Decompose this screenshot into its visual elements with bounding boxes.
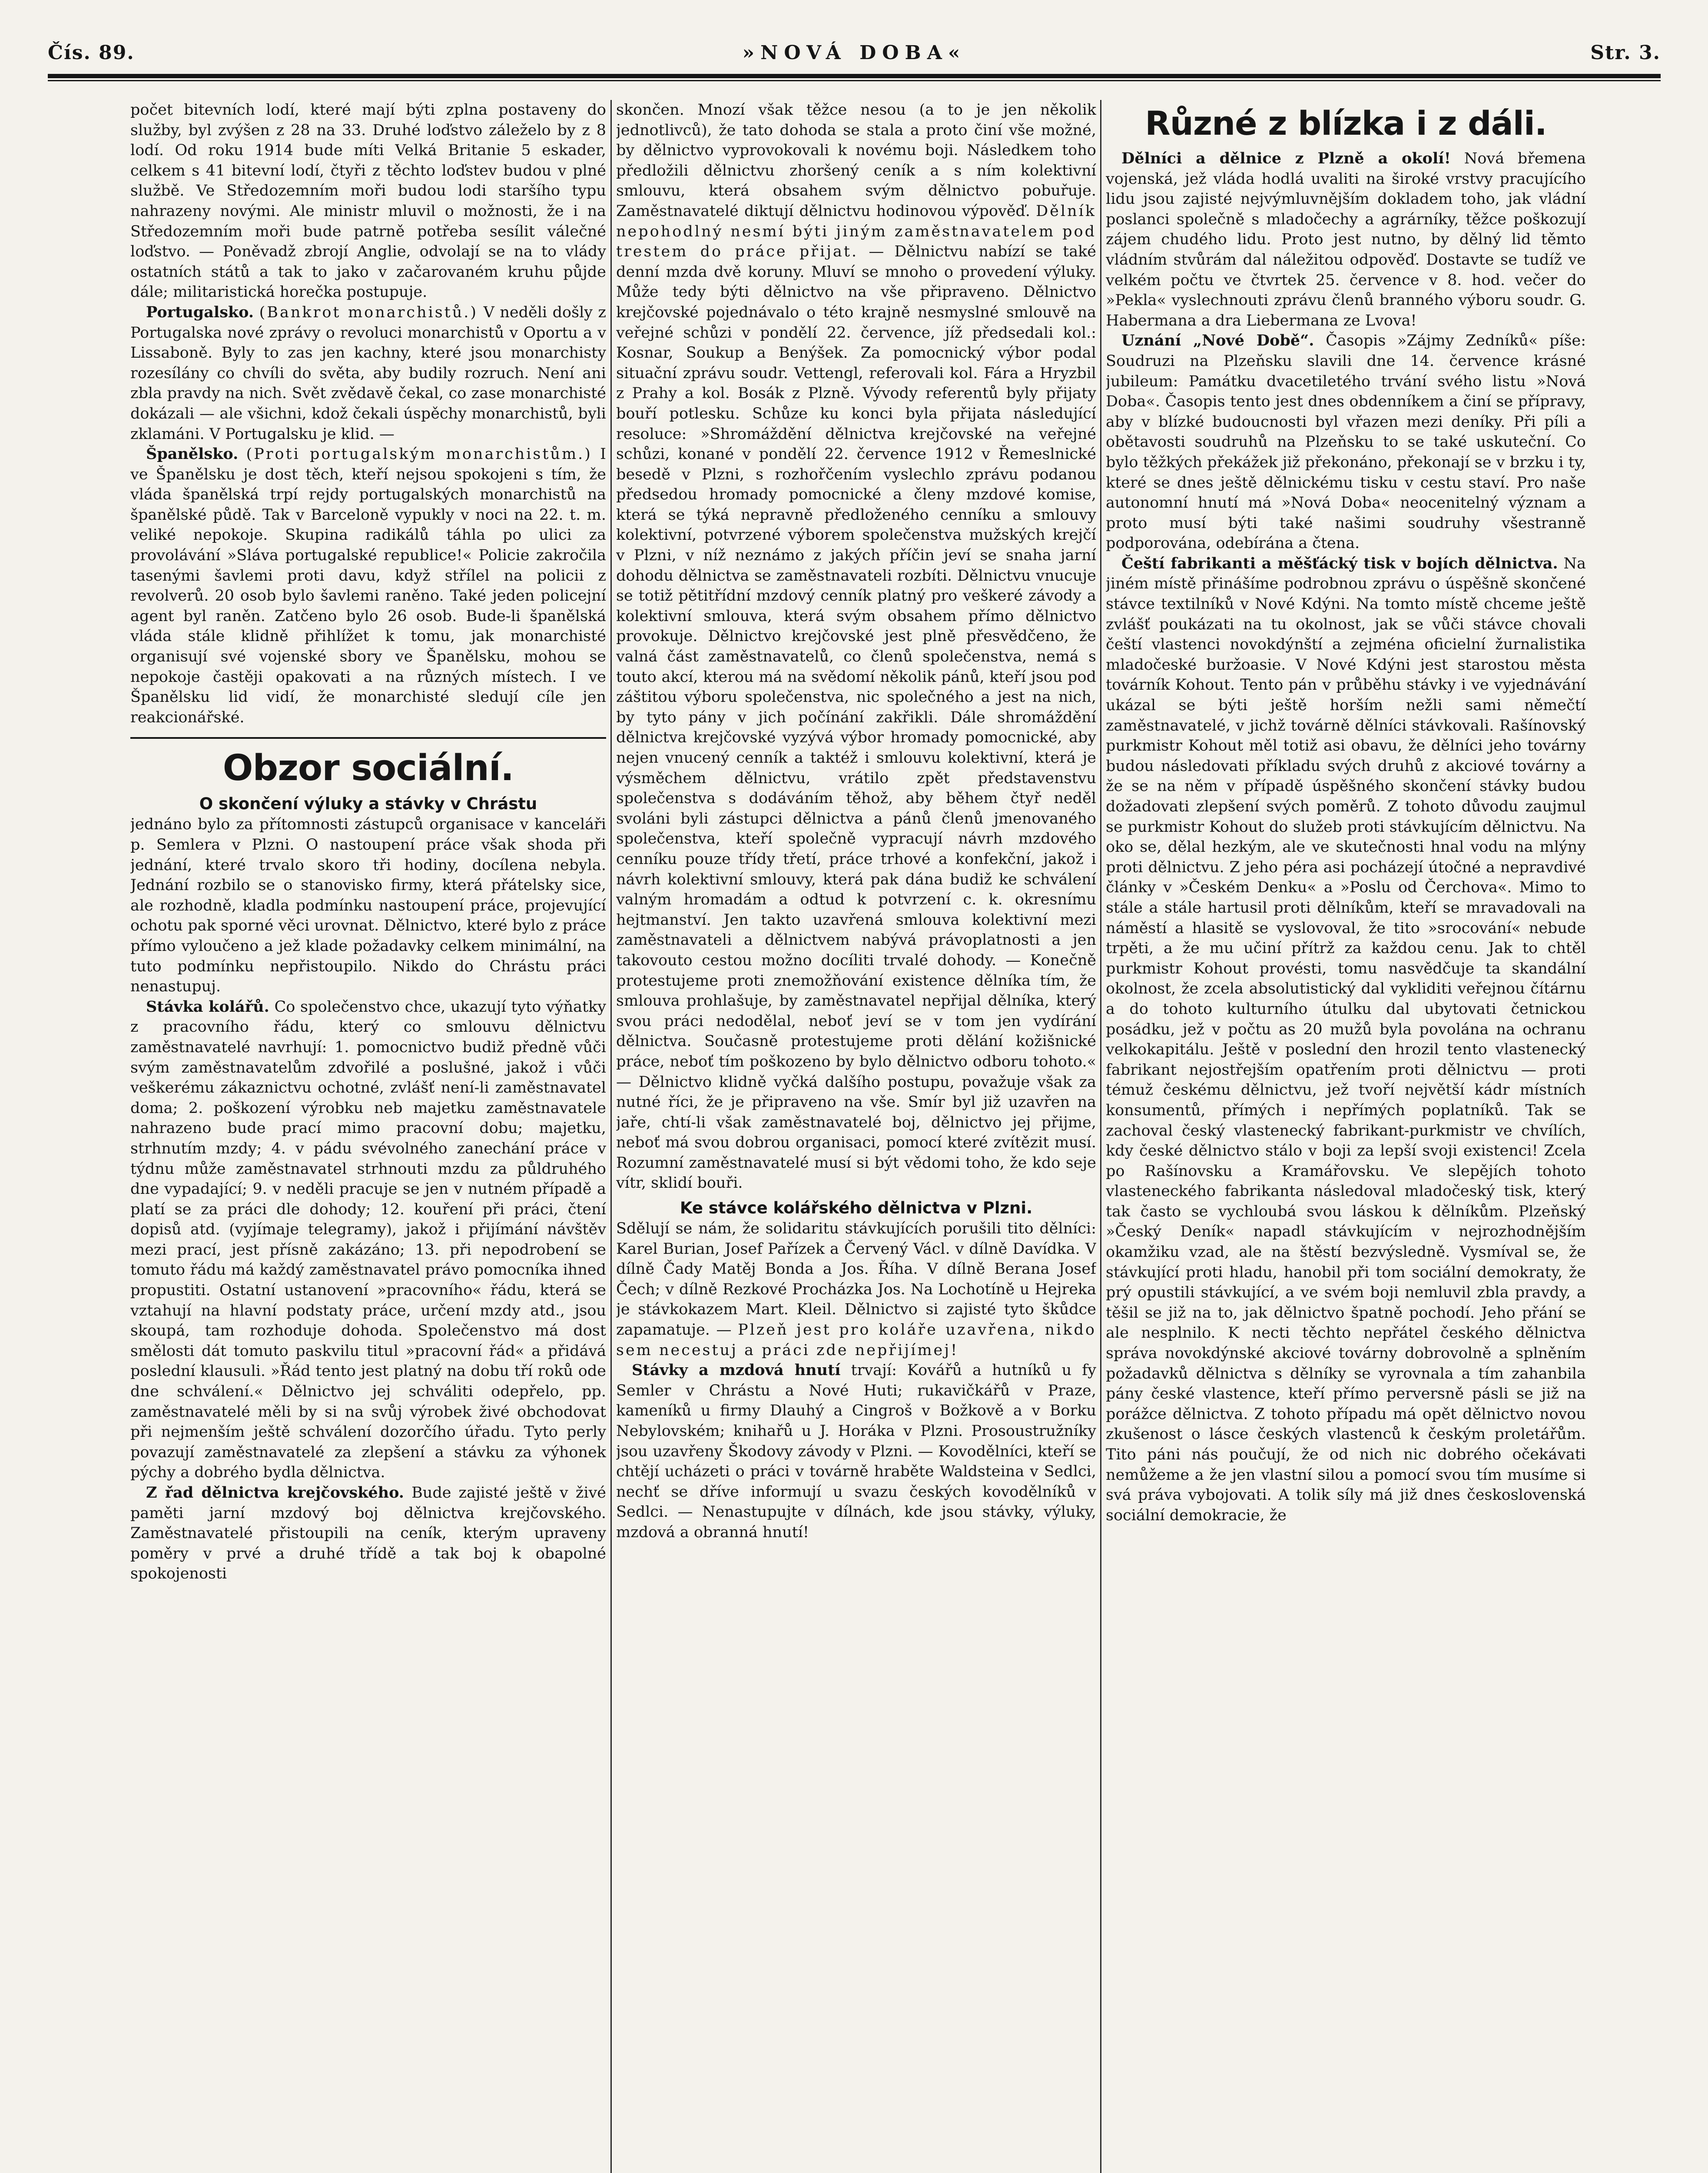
article-lead: Španělsko.: [146, 445, 239, 463]
article-lead: Z řad dělnictva krejčovského.: [146, 1484, 404, 1502]
page-number: Str. 3.: [1590, 42, 1661, 64]
article-lead: Stávky a mzdová hnutí: [632, 1361, 841, 1379]
article-emphasis: Plzeň jest pro koláře uzavřena, nikdo sem necestuj a práci zde nepřijímej!: [616, 1321, 1096, 1359]
article-emphasis: Dělník nepohodlný nesmí býti jiným zaměstnavatelem pod trestem do práce přijat.: [616, 202, 1096, 261]
article-text: V neděli došly z Portugalska nové zprávy o revoluci monarchistů v Oportu a v Lissaboně. Byly to zas jen kachny, které jsou monarchisty rozesílány co chvíli do světa, aby budily rozruch. Není ani zbla pravdy na nich. Svět zvědavě čekal, co zase monarchisté dokázali — ale všichni, kdož čekali úspěchy monarchistů, byli zklamáni. V Portugalsku je klid. —: [130, 303, 606, 443]
article-paragraph: [616, 1219, 1096, 1360]
article-paragraph: [616, 100, 1096, 1193]
article-lead: Dělníci a dělnice z Plzně a okolí!: [1121, 150, 1451, 167]
article-text: Časopis »Zájmy Zedníků« píše: Soudruzi na Plzeňsku slavili dne 14. července krásné jubileum: Památku dvacetiletého trvání svého listu »Nová Doba«. Časopis tento jest dnes obdenníkem a činí se přípravy, aby v blízké budoucnosti byl vřazen mezi deníky. Při píli a obětavosti soudruhů na Plzeňsku to se také uskuteční. Co bylo těžkých překážek již překonáno, překonají se v brzku i ty, které se dnes ještě dělnickému tisku v cestu staví. Pro naše autonomní hnutí má »Nová Doba« neocenitelný význam a proto musí býti také našimi soudruhy všestranně podporována, odebírána a čtena.: [1106, 332, 1586, 552]
page-header: [48, 42, 1661, 73]
column-1: [130, 100, 606, 2173]
article-paragraph: [130, 1483, 606, 1584]
article-text: Nová břemena vojenská, jež vláda hodlá uvaliti na široké vrstvy pracujícího lidu jsou zajisté nejvýmluvnějším dokladem toho, jak vládní poslanci společně s mladočechy a agrárníky, těžce poškozují zájem chudého lidu. Proto jest nutno, by dělný lid těmto vládním stvůrám dal náležitou odpověď. Dostavte se tudíž ve velkém počtu ve čtvrtek 25. července v 8. hod. večer do »Pekla« vyslechnouti zprávu členů branného výboru soudr. G. Habermana a dra Liebermana ze Lvova!: [1106, 150, 1586, 329]
article-heading: O skončení výluky a stávky v Chrástu: [199, 794, 537, 814]
article-text: Co společenstvo chce, ukazují tyto výňatky z pracovního řádu, který co smlouvu dělnictvu zaměstnavatelé navrhují: 1. pomocnictvo budiž předně vůči svým zaměstnavatelům zdvořilé a poslušné, jakož i vůči veškerému zákaznictvu ochotné, zvlášť není-li zaměstnavatel doma; 2. poškození výrobku neb majetku zaměstnavatele nahrazeno bude prací mimo pracovní dobu; majetku, strhnutím mzdy; 4. v pádu svévolného zanechání práce v týdnu může zaměstnavatel strhnouti mzdu za půldruhého dne vypadající; 9. v neděli pracuje se jen v nutném případě a platí se za práci dle dohody; 12. kouření při práci, čtení dopisů atd. (vyjímaje telegramy), jakož i přijímání návštěv mezi prací, jest přísně zakázáno; 13. při nepodrobení se tomuto řádu má každý zaměstnavatel právo pomocníka ihned propustiti. Ostatní ustanovení »pracovního« řádu, která se vztahují na hlavní podstaty práce, určení mzdy atd., jsou skoupá, tam rozhoduje dohoda. Společenstvo má dost smělosti dát tomuto paskvilu titul »pracovní řád« a přidává poslední klausuli. »Řád tento jest platný na dobu tří roků ode dne schválení.« Dělnictvo jej schváliti odepřelo, pp. zaměstnavatelé měli by si na svůj výrobek živé obchodovat při nejmenším ještě schválení dozorčího úřadu. Tyto perly povazují zaměstnavatelé za zlepšení a stávku za výhonek pýchy a dobrého bydla dělnictva.: [130, 998, 606, 1482]
article-text: skončen. Mnozí však těžce nesou (a to je jen několik jednotlivců), že tato dohoda se stala a proto činí vše možné, by dělnictvo vyprovokovali k novému boji. Následkem toho předložili dělnictvu zhoršený ceník a s ním kolektivní smlouvu, která obsahem svým dělnictvo pobuřuje. Zaměstnavatelé diktují dělnictvu hodinovou výpověď.: [616, 101, 1096, 220]
column-2: [616, 100, 1096, 2173]
article-paragraph: [1106, 554, 1586, 1526]
article-paragraph: počet bitevních lodí, které mají býti zplna postaveny do služby, byl zvýšen z 28 na 33. Druhé loďstvo záleželo by z 8 lodí. Od roku 1914 bude míti Velká Britanie 5 eskader, celkem s 41 bitevní lodí, čtyři z těchto loďstev budou v plné službě. Ve Středozemním moři budou lodi staršího typu nahrazeny novými. Ale ministr mluvil o možnosti, že i na Středozemním moři bude patrně potřeba sesílit válečné loďstvo. — Poněvadž zbrojí Anglie, odvolají se na to vlády ostatních států a tak to jako v začarovaném kruhu půjde dále; militaristická horečka postupuje.: [130, 101, 606, 301]
article-paragraph: [1106, 331, 1586, 554]
article-text: I ve Španělsku je dost těch, kteří nejsou spokojeni s tím, že vláda španělská trpí rejdy portugalských monarchistů na španělské půdě. Tak v Barceloně vypukly v noci na 22. t. m. veliké nepokoje. Skupina radikálů táhla po ulici za provolávání »Sláva portugalské republice!« Policie zakročila tasenými šavlemi proti davu, když střílel na policii z revolverů. 20 osob bylo šavlemi raněno. Také jeden policejní agent byl raněn. Zatčeno bylo 26 osob. Bude-li španělská vláda stále klidně přihlížet k tomu, jak monarchisté organisují své vojenské sbory ve Španělsku, mohou se nepokoje častěji opakovati a na různých místech. I ve Španělsku lid vidí, že monarchisté sledují cíle jen reakcionářské.: [130, 445, 606, 726]
article-lead: Stávka kolářů.: [146, 997, 269, 1016]
article-lead: Portugalsko.: [146, 303, 254, 321]
article-text: trvají: Kovářů a hutníků u fy Semler v Chrástu a Nové Huti; rukavičkářů v Praze, kameníků u firmy Dlauhý a Cingroš v Božkově a v Borku Nebylovském; knihařů u J. Horáka v Plzni. Prosoustružníky jsou uzavřeny Škodovy závody v Plzni. — Kovodělníci, kteří se chtějí ucházeti o práci v továrně hraběte Waldsteina v Sedlci, nechť se dříve informují u svazu českých kovodělníků v Sedlci. — Nenastupujte v dílnách, kde jsou stávky, výluky, mzdová a obranná hnutí!: [616, 1362, 1096, 1541]
column-3: [1106, 100, 1586, 2173]
article-subtitle: (Proti portugalským monarchistům.): [246, 445, 592, 463]
issue-number: Čís. 89.: [48, 42, 135, 64]
column-divider: [610, 100, 612, 2173]
article-paragraph: jednáno bylo za přítomnosti zástupců organisace v kanceláři p. Semlera v Plzni. O nastoupení práce však shoda při jednání, které trvalo skoro tři hodiny, docílena nebyla. Jednání rozbilo se o stanovisko firmy, která přátelsky sice, ale rozhodně, kladla podmínku nastoupení práce, projevující ochotu pak sporné věci urovnat. Dělnictvo, které bylo z práce přímo vyloučeno a jež klade požadavky celkem minimální, na tuto podmínku nepřistoupilo. Nikdo do Chrástu práci nenastupuj.: [130, 816, 606, 996]
article-text: Bude zajisté ještě v živé paměti jarní mzdový boj dělnictva krejčovského. Zaměstnavatelé přistoupili na ceník, kterým upraveny poměry v prvé a druhé třídě a tak boj k obapolné spokojenosti: [130, 1484, 606, 1583]
newspaper-title: »NOVÁ DOBA«: [742, 42, 966, 64]
article-text: — Dělnictvu nabízí se také denní mzda dvě koruny. Mluví se mnoho o provedení výluky. Může tedy býti dělnictvo na vše připraveno. Dělnictvo krejčovské pojednávalo o této krajně nesmyslné smlouvě na veřejné schůzi v pondělí 22. července, jíž předsedali kol.: Kosnar, Soukup a Benýšek. Za pomocnický výbor podal situační zprávu soudr. Vettengl, referovali kol. Fára a Hryzbil z Prahy a kol. Bosák z Plzně. Vývody referentů byly přijaty bouří potlesku. Schůze ku konci byla přijata následující resoluce: »Shromáždění dělnictva krejčovské na veřejné schůzi, konané v pondělí 22. července 1912 v Řemeslnické besedě v Plzni, s rozhořčením vyslechlo zprávu podanou předsedou hromady pomocnické a členy mzdové komise, která se týká nepravně předloženého cenníku a smlouvy kolektivní, potvrzené výborem společenstva mužských krejčí v Plzni, v níž neznámo z jakých příčin jeví se snaha jarní dohodu dělnictva se zaměstnavateli rozbíti. Dělnictvu vnucuje se totiž pětitřídní mzdový cenník platný pro veškeré závody a kolektivní smlouva, která svým obsahem přímo dělnictvo provokuje. Dělnictvo krejčovské jest plně přesvědčeno, že valná část zaměstnavatelů, co členů společenstva, nemá s touto akcí, kterou má na svědomí několik pánů, kteří jsou pod záštitou výboru společenstva, nic společného a jest na nich, by tyto pány v jich počínání zakřikli. Dále shromáždění dělnictva krejčovské vyzývá výbor hromady pomocnické, aby nejen vnucený cenník a taktéž i smlouvu kolektivní, která je výsměchem dělnictvu, vrátilo zpět představenstvu společenstva s dodáváním těhož, aby během čtyř neděl svoláni byli zástupci dělnictva a pánů členů jmenovaného společenstva, kteří společně vypracují návrh mzdového cenníku pouze třídy třetí, práce trhové a konfekční, jakož i návrh kolektivní smlouvy, která pak dána budiž ke schválení valným hromadám a odtud k potvrzení c. k. okresnímu hejtmanství. Jen takto uzavřená smlouva kolektivní mezi zaměstnavateli a dělnictvem nabývá právoplatnosti a jen takovouto cestou možno docíliti trvalé dohody. — Konečně protestujeme proti znemožňování existence dělníka tím, že smlouva prohlašuje, by zaměstnavatel nepřijal dělníka, který svou práci nedodělal, neboť jeví se v tom jen vydírání dělnictva. Současně protestujeme proti dělání kožišnické práce, neboť tím poškozeno by bylo dělnictvo odboru tohoto.« — Dělnictvo klidně vyčká dalšího postupu, považuje však za nutné říci, že je připraveno na vše. Smír byl již uzavřen na jaře, chtí-li však zaměstnavatelé boj, dělnictvo jej přijme, neboť má svou dobrou organisaci, pomocí které zvítězit musí. Rozumní zaměstnavatelé musí si být vědomi toho, že kdo seje vítr, sklidí bouři.: [616, 243, 1096, 1192]
article-text: Na jiném místě přinášíme podrobnou zprávu o úspěšně skončené stávce textilníků v Nové Kdýni. Na tomto místě chceme ještě zvlášť poukázati na tu okolnost, jak se vůči stávce chovali čeští vlastenci novokdýnští a zejména oficielní žurnalistika mladočeské buržoasie. V Nové Kdýni jest starostou města továrník Kohout. Tento pán v průběhu stávky i ve vyjednávání ukázal se býti ještě horším nežli sami němečtí zaměstnavatelé, v jichž továrně dělníci stávkovali. Rašínovský purkmistr Kohout měl totiž asi obavu, že dělníci jeho továrny budou následovati příkladu svých druhů z akciové továrny a že se na něm v případě úspěšného skončení stávky budou dožadovati zlepšení svých poměrů. Z tohoto důvodu zaujmul se purkmistr Kohout do služeb proti stávkujícím dělnictvu. Na oko se, dělal hezkým, ale ve skutečnosti hnal vodu na mlýny proti dělnictvu. Z jeho péra asi pocházejí útočné a nepravdivé články v »Českém Denku« a »Poslu od Čerchova«. Mimo to stále a stále hartusil proti dělníkům, kteří se mravadovali na náměstí a hlasitě se vyslovoval, že tito »srocování« nebude trpěti, a že mu učiní přítrž za každou cenu. Jak to chtěl purkmistr Kohout provésti, tomu nasvědčuje ta skandální okolnost, že zcela absolutistický dal vykliditi veřejnou čítárnu a do tohoto kulturního útulku dal ubytovati četnickou posádku, jež v počtu as 20 mužů byla povolána na ochranu velkokapitálu. Ještě v poslední den hrozil tento vlastenecký fabrikant nejostřejším opatřením proti dělnictvu — proti témuž českému dělnictvu, jež tvoří největší kádr místních konsumentů, přímých i nepřímých poplatníků. Tak se zachoval český vlastenecký fabrikant-purkmistr ve chvílích, kdy české dělnictvo stálo v boji za lepší svoji existenci! Zcela po Rašínovsku a Kramářovsku. Ve slepějích tohoto vlasteneckého fabrikanta následoval mladočeský tisk, který tak často se vychloubá svou láskou k dělníkům. Plzeňský »Český Deník« napadl stávkujícím v nejrozhodnějším okamžiku vzad, ale na štěstí bezvýsledně. Vysmíval se, že stávkující proti hladu, hanobil při tom sociální demokraty, že prý opustili stávkující, a ve svém boji nemluvil zbla pravdy, a těšil se již na to, jak dělnictvo špatně pochodí. Jeho přání se ale nesplnilo. K necti těchto nepřátel českého dělnictva správa novokdýnské akciové továrny dobrovolně a splněním požadavků dělnictva s dělníky se vyrovnala a tím zahanbila pány české vlastence, kteří přímo perversně pásli se již na porážce dělnictva. Z tohoto případu má opět dělnictvo novou zkušenost o lásce českých vlastenců k českým proletářům. Tito páni nás poučují, že od nich nic dobrého očekávati nemůžeme a že jen vlastní silou a pomocí svou tím musíme si svá práva vybojovati. A tolik síly má již dnes československá sociální demokracie, že: [1106, 555, 1586, 1524]
header-rule: [48, 74, 1661, 78]
article-paragraph: [616, 1360, 1096, 1542]
article-paragraph: [130, 302, 606, 444]
section-rule: [130, 737, 606, 739]
article-paragraph: [130, 997, 606, 1483]
section-heading: Obzor sociální.: [222, 748, 514, 789]
section-heading: Různé z blízka i z dáli.: [1145, 104, 1547, 143]
column-divider: [1100, 100, 1101, 2173]
article-subtitle: (Bankrot monarchistů.): [259, 303, 478, 321]
header-rule-thin: [48, 80, 1661, 81]
article-lead: Čeští fabrikanti a měšťácký tisk v bojích dělnictva.: [1121, 554, 1558, 572]
article-lead: Uznání „Nové Době“.: [1121, 332, 1314, 350]
article-heading: Ke stávce kolářského dělnictva v Plzni.: [680, 1199, 1033, 1218]
article-paragraph: [130, 444, 606, 728]
article-paragraph: [1106, 149, 1586, 331]
article-text: Sdělují se nám, že solidaritu stávkujících porušili tito dělníci: Karel Burian, Josef Pařízek a Červený Václ. v dílně Davídka. V dílně Čady Matěj Bonda a Jos. Říha. V dílně Berana Josef Čech; v dílně Rezkové Procházka Jos. Na Lochotíně u Hejreka je stávkokazem Mart. Kleil. Dělnictvo si zajisté tyto škůdce zapamatuje. —: [616, 1220, 1096, 1339]
